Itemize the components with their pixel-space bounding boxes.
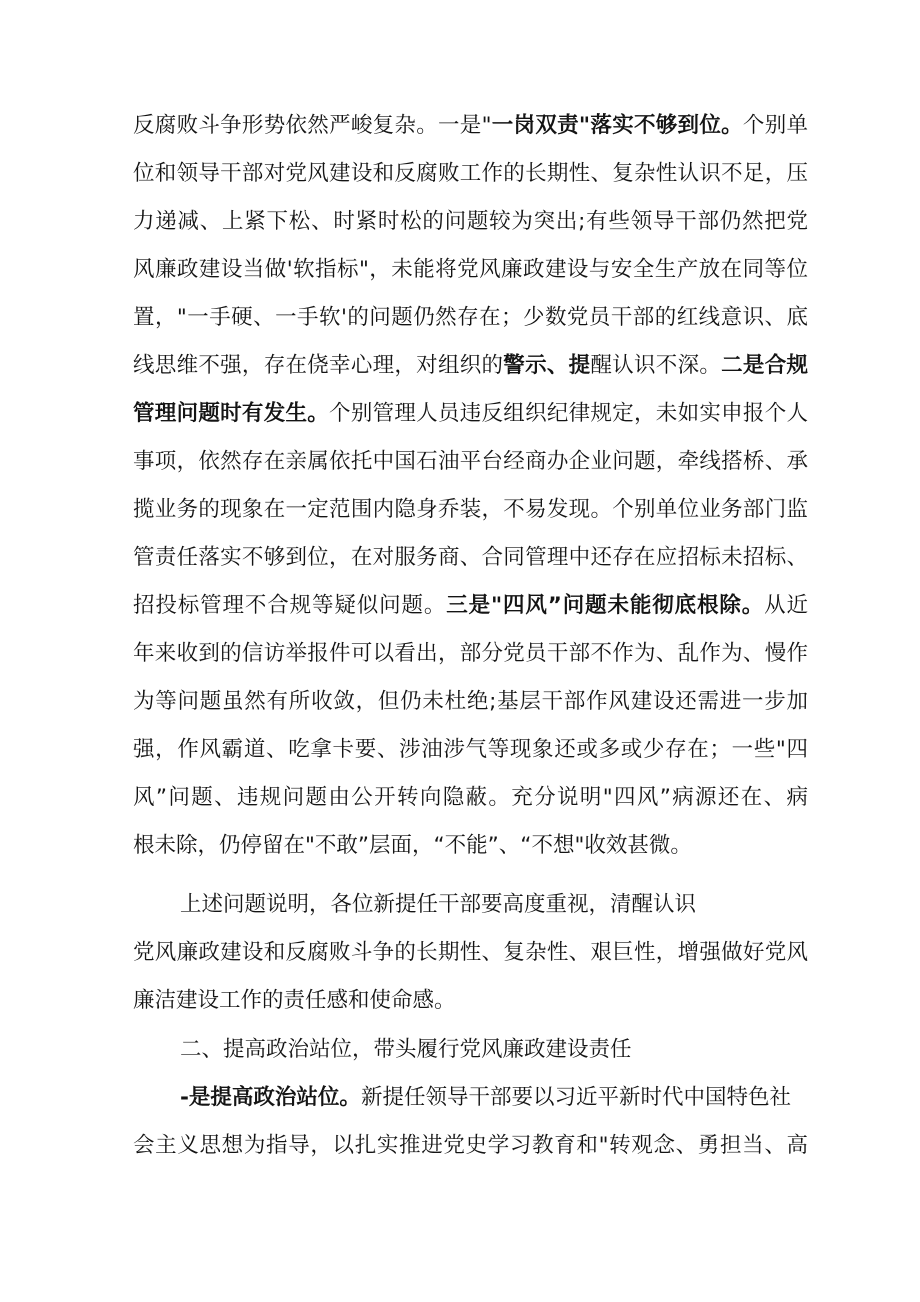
text-run: 从近 <box>764 593 808 618</box>
text-line <box>133 634 808 674</box>
text-run: 年来收到的信访举报件可以看出，部分党员干部不作为、乱作为、慢作 <box>133 641 808 666</box>
bold-text-run: -是提高政治站位。 <box>180 1085 361 1110</box>
text-run: 会主义思想为指导，以扎实推进党史学习教育和"转观念、勇担当、高 <box>133 1133 808 1158</box>
text-run: 招投标管理不合规等疑似问题。 <box>133 593 447 618</box>
text-run: 为等问题虽然有所收敛，但仍未杜绝;基层干部作风建设还需进一步加 <box>133 689 808 714</box>
text-run: 置，"一手硬、一手软'的问题仍然存在；少数党员干部的红线意识、底 <box>133 305 808 330</box>
text-run: 风”问题、违规问题由公开转向隐蔽。充分说明"四风”病源还在、病 <box>133 785 808 810</box>
text-run: 根未除，仍停留在"不敢”层面，“不能”、“不想"收效甚微。 <box>133 833 692 858</box>
text-line <box>133 106 808 146</box>
text-line <box>133 1126 808 1166</box>
text-line <box>133 250 808 290</box>
text-run: 廉洁建设工作的责任感和使命感。 <box>133 988 456 1013</box>
bold-text-run: 三是"四风”问题未能彻底根除。 <box>446 593 765 618</box>
bold-text-run: 二是合规 <box>721 353 808 378</box>
text-run: 二、提高政治站位，带头履行党风廉政建设责任 <box>180 1037 632 1062</box>
text-run: 反腐败斗争形势依然严峻复杂。一是" <box>133 113 492 138</box>
section-heading <box>180 1030 632 1070</box>
text-run: 风廉政建设当做'软指标"，未能将党风廉政建设与安全生产放在同等位 <box>133 257 808 282</box>
text-run: 个别单 <box>742 113 808 138</box>
text-line <box>180 1078 791 1118</box>
text-line <box>133 586 808 626</box>
bold-text-run: 管理问题时有发生。 <box>133 401 330 426</box>
text-line <box>133 981 456 1021</box>
text-line <box>133 778 808 818</box>
text-line <box>133 933 808 973</box>
text-line <box>133 826 692 866</box>
text-run: 位和领导干部对党风建设和反腐败工作的长期性、复杂性认识不足，压 <box>133 161 808 186</box>
text-line <box>133 394 808 434</box>
text-run: 上述问题说明，各位新提任干部要高度重视，清醒认识 <box>180 892 697 917</box>
bold-text-run: 警示、提 <box>503 353 591 378</box>
text-run: 强，作风霸道、吃拿卡要、涉油涉气等现象还或多或少存在；一些"四 <box>133 737 808 762</box>
text-line <box>133 154 808 194</box>
text-run: 新提任领导干部要以习近平新时代中国特色社 <box>360 1085 791 1110</box>
text-run: 揽业务的现象在一定范围内隐身乔装，不易发现。个别单位业务部门监 <box>133 497 808 522</box>
text-run: 个别管理人员违反组织纪律规定，未如实申报个人 <box>329 401 808 426</box>
text-line <box>133 442 808 482</box>
text-line <box>133 346 808 386</box>
text-line <box>133 202 808 242</box>
text-run: 管责任落实不够到位，在对服务商、合同管理中还存在应招标未招标、 <box>133 545 808 570</box>
text-line <box>133 682 808 722</box>
text-line <box>133 490 808 530</box>
text-run: 事项，依然存在亲属依托中国石油平台经商办企业问题，牵线搭桥、承 <box>133 449 808 474</box>
text-line <box>133 538 808 578</box>
text-run: 党风廉政建设和反腐败斗争的长期性、复杂性、艰巨性，增强做好党风 <box>133 940 808 965</box>
text-run: 醒认识不深。 <box>590 353 722 378</box>
text-run: 力递减、上紧下松、时紧时松的问题较为突出;有些领导干部仍然把党 <box>133 209 808 234</box>
text-line <box>180 885 696 925</box>
text-line <box>133 298 808 338</box>
text-run: 线思维不强，存在侥幸心理，对组织的 <box>133 353 504 378</box>
bold-text-run: 一岗双责"落实不够到位。 <box>491 113 743 138</box>
text-line <box>133 730 808 770</box>
